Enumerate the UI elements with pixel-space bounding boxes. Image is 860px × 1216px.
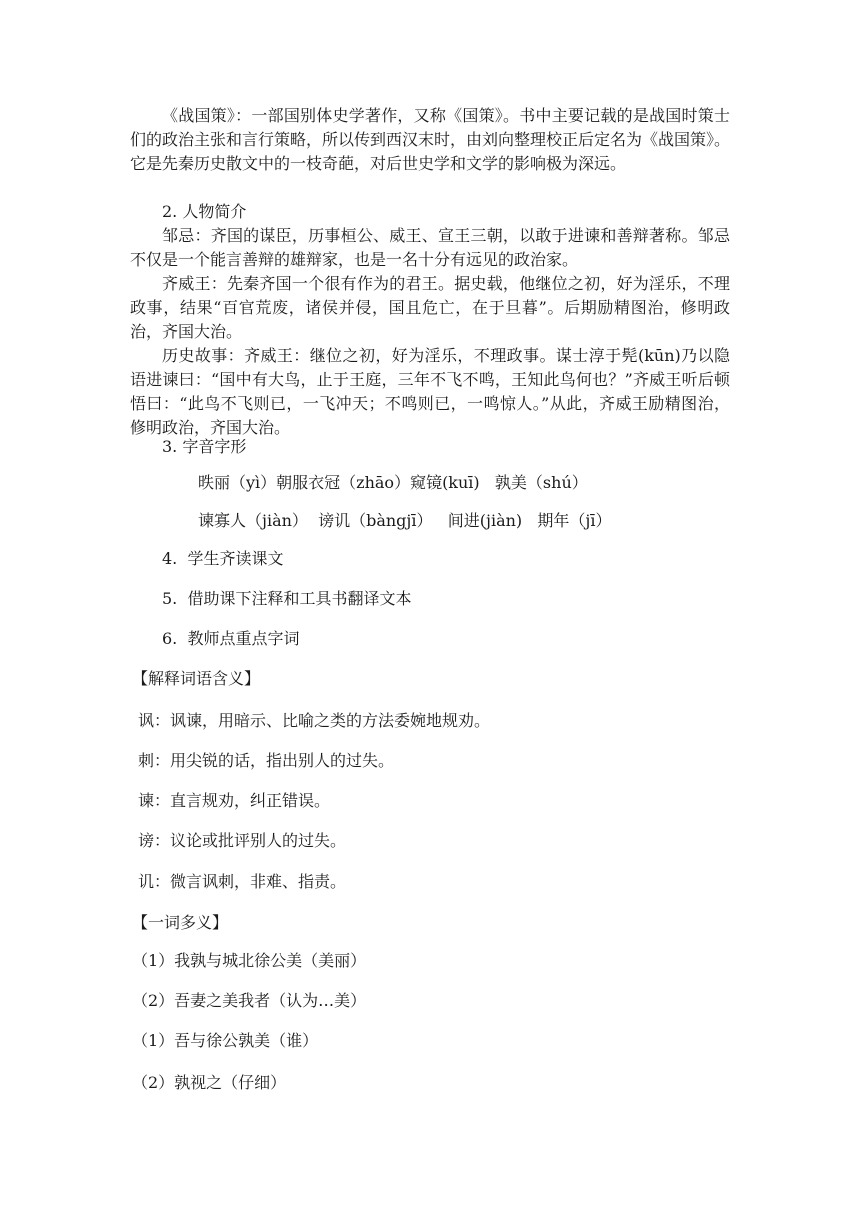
explain-item-ji: 讥：微言讽刺，非难、指责。 — [138, 872, 347, 891]
polysemy-item: （2）吾妻之美我者（认为…美） — [132, 991, 367, 1010]
paragraph-zouji: 邹忌：齐国的谋臣，历事桓公、威王、宣王三朝，以敢于进谏和善辩著称。邹忌不仅是一个能言善辩的雄辩家，也是一名十分有远见的政治家。 — [130, 226, 730, 269]
polysemy-item: （1）吾与徐公孰美（谁） — [132, 1031, 319, 1050]
paragraph-qiweiwang: 齐威王：先秦齐国一个很有作为的君王。据史载，他继位之初，好为淫乐，不理政事，结果“百官荒废，诸侯并侵，国且危亡，在于旦暮”。后期励精图治，修明政治，齐国大治。 — [130, 274, 730, 341]
polysemy-item: （2）孰视之（仔细） — [132, 1073, 287, 1092]
explain-item-jian: 谏：直言规劝，纠正错误。 — [138, 791, 331, 810]
explain-item-bang: 谤：议论或批评别人的过失。 — [138, 831, 347, 850]
explain-heading: 【解释词语含义】 — [132, 669, 261, 688]
paragraph-history-story: 历史故事：齐威王：继位之初，好为淫乐，不理政事。谋士淳于髡(kūn)乃以隐语进谏曰：“国中有大鸟，止于王庭，三年不飞不鸣，王知此鸟何也？”齐威王听后顿悟曰：“此鸟不飞则已，一飞冲天；不鸣则已，一鸣惊人。”从此，齐威王励精图治，修明政治，齐国大治。 — [130, 346, 730, 437]
section-5-heading: 5. 借助课下注释和工具书翻译文本 — [162, 589, 412, 608]
pronunciation-line-2: 谏寡人（jiàn） 谤讥（bàngjī） 间进(jiàn) 期年（jī） — [198, 511, 612, 530]
section-3-heading: 3. 字音字形 — [162, 437, 247, 456]
polysemy-item: （1）我孰与城北徐公美（美丽） — [132, 951, 367, 970]
pronunciation-line-1: 昳丽（yì）朝服衣冠（zhāo）窥镜(kuī) 孰美（shú） — [198, 473, 588, 492]
explain-item-feng: 讽：讽谏，用暗示、比喻之类的方法委婉地规劝。 — [138, 711, 491, 730]
section-6-heading: 6. 教师点重点字词 — [162, 629, 300, 648]
polysemy-heading: 【一词多义】 — [132, 913, 229, 932]
explain-item-ci: 刺：用尖锐的话，指出别人的过失。 — [138, 751, 395, 770]
section-2-heading: 2. 人物简介 — [162, 202, 247, 221]
intro-paragraph-zhanguoce: 《战国策》：一部国别体史学著作，又称《国策》。书中主要记载的是战国时策士们的政治主张和言行策略，所以传到西汉末时，由刘向整理校正后定名为《战国策》。它是先秦历史散文中的一枝奇葩，对后世史学和文学的影响极为深远。 — [130, 106, 731, 173]
section-4-heading: 4. 学生齐读课文 — [162, 549, 284, 568]
